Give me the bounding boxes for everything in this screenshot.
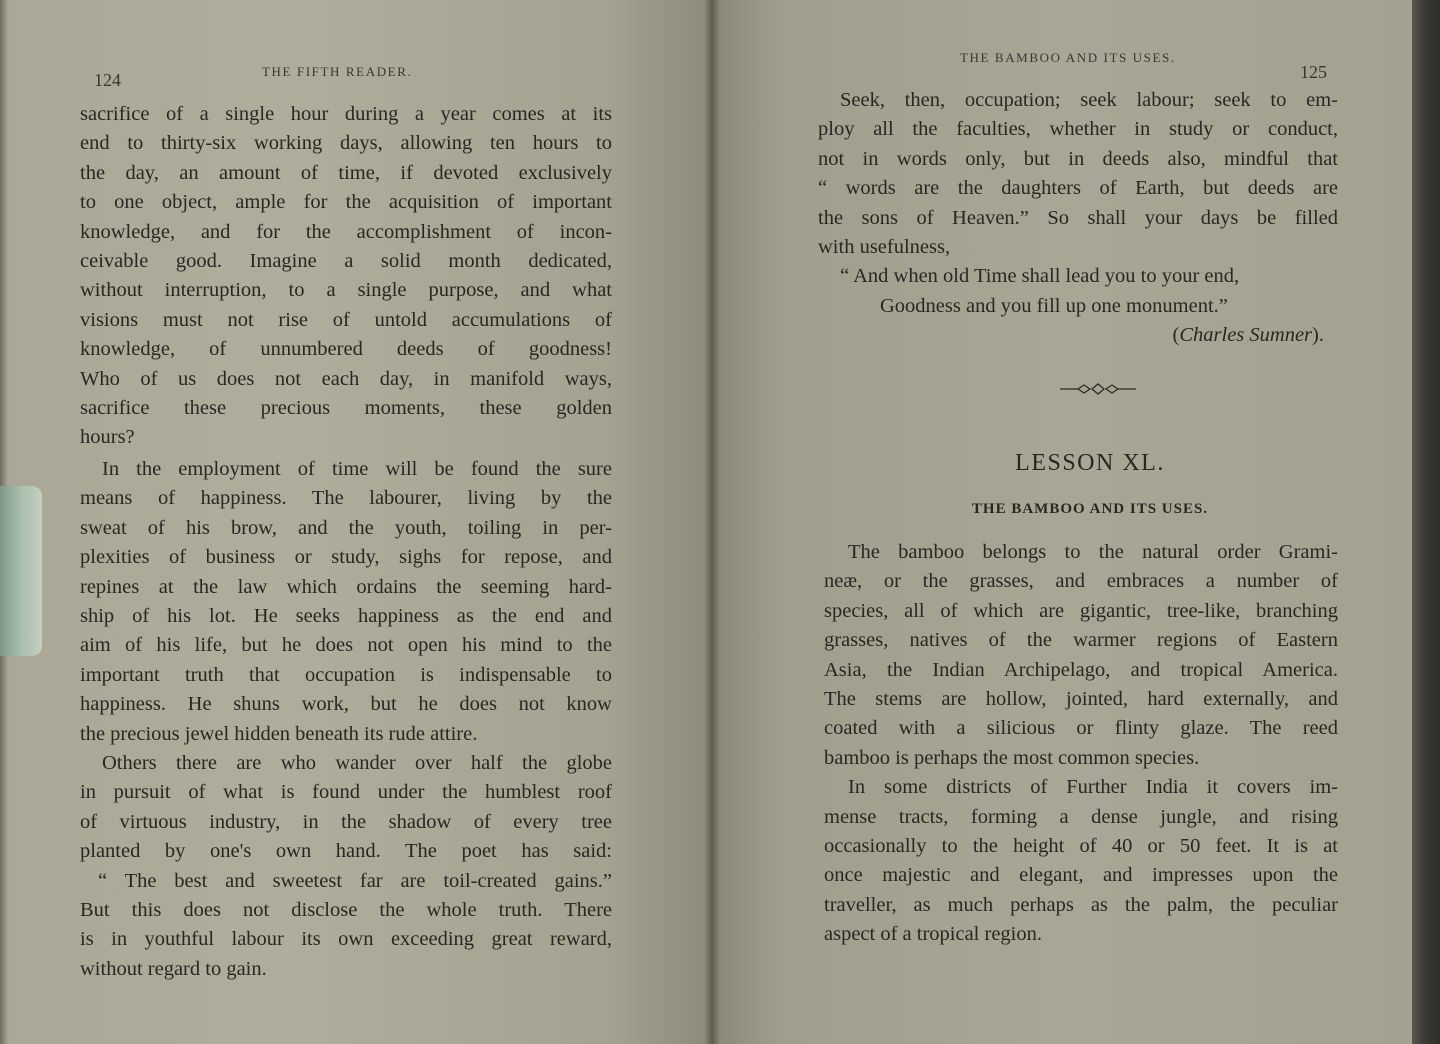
lesson-title: LESSON XL.	[1015, 450, 1165, 476]
text-line: aspect of a tropical region.	[824, 923, 1043, 946]
text-line: coated with a silicious or flinty glaze. The reed	[824, 717, 1338, 740]
text-line: with usefulness,	[818, 236, 951, 259]
text-line: aim of his life, but he does not open his mind to the	[80, 634, 612, 657]
poem-quote-line: “ And when old Time shall lead you to your end,	[840, 265, 1240, 288]
attribution	[818, 321, 1338, 350]
attribution-open: (	[1172, 324, 1180, 347]
text-line: Others there are who wander over half the globe	[102, 751, 612, 774]
left-paragraph-3	[80, 749, 612, 984]
right-paragraph-1	[824, 538, 1338, 773]
text-line: visions must not rise of untold accumulations of	[80, 308, 612, 331]
attribution-close: ).	[1312, 324, 1324, 347]
text-line: end to thirty-six working days, allowing ten hours to	[80, 132, 612, 155]
text-line: knowledge, and for the accomplishment of incon-	[80, 220, 612, 243]
text-line: ship of his lot. He seeks happiness as the end and	[80, 604, 612, 627]
left-running-head: THE FIFTH READER.	[262, 64, 413, 79]
text-line: to one object, ample for the acquisition of important	[80, 191, 612, 214]
right-running-head: THE BAMBOO AND ITS USES.	[960, 50, 1176, 65]
text-line: important truth that occupation is indispensable to	[80, 663, 612, 686]
text-line: of virtuous industry, in the shadow of every tree	[80, 810, 612, 833]
text-line: hours?	[80, 426, 135, 449]
text-line: neæ, or the grasses, and embraces a number of	[824, 570, 1338, 593]
right-page-number: 125	[1300, 62, 1327, 82]
text-line: in pursuit of what is found under the humblest roof	[80, 781, 612, 804]
text-line: Asia, the Indian Archipelago, and tropical America.	[824, 658, 1338, 681]
text-line: traveller, as much perhaps as the palm, the peculiar	[824, 893, 1338, 916]
text-line: In some districts of Further India it covers im-	[848, 776, 1338, 799]
text-line: repines at the law which ordains the seeming hard-	[80, 575, 612, 598]
text-line: But this does not disclose the whole truth. There	[80, 898, 612, 921]
text-line: sacrifice of a single hour during a year comes at its	[80, 103, 612, 125]
text-line: grasses, natives of the warmer regions of Eastern	[824, 629, 1338, 652]
left-page-number: 124	[94, 70, 121, 90]
text-line: the sons of Heaven.” So shall your days be filled	[818, 206, 1338, 229]
book-gutter	[704, 0, 720, 1044]
right-page-body	[824, 538, 1338, 950]
right-paragraph-2	[824, 773, 1338, 949]
text-line: without interruption, to a single purpose, and what	[80, 279, 612, 302]
text-line: mense tracts, forming a dense jungle, and rising	[824, 805, 1338, 828]
lesson-subtitle: THE BAMBOO AND ITS USES.	[971, 501, 1209, 517]
poem-quote-line: “ The best and sweetest far are toil-created gains.”	[98, 869, 612, 892]
text-line: the precious jewel hidden beneath its rude attire.	[80, 722, 478, 745]
text-line: plexities of business or study, sighs for repose, and	[80, 546, 612, 569]
bookmark-tab	[0, 486, 42, 656]
text-line: ceivable good. Imagine a solid month dedicated,	[80, 250, 612, 273]
text-line: Who of us does not each day, in manifold ways,	[80, 367, 612, 390]
text-line: ploy all the faculties, whether in study or conduct,	[818, 118, 1338, 141]
text-line: species, all of which are gigantic, tree-like, branching	[824, 599, 1338, 622]
text-line: The stems are hollow, jointed, hard externally, and	[824, 688, 1338, 711]
text-line: once majestic and elegant, and impresses upon the	[824, 864, 1338, 887]
text-line: sweat of his brow, and the youth, toiling in per-	[80, 516, 612, 539]
text-line: happiness. He shuns work, but he does not know	[80, 693, 612, 716]
text-line: means of happiness. The labourer, living by the	[80, 487, 612, 510]
text-line: The bamboo belongs to the natural order Grami-	[848, 541, 1338, 563]
text-line: “ words are the daughters of Earth, but deeds are	[818, 177, 1338, 200]
text-line: is in youthful labour its own exceeding great reward,	[80, 928, 612, 951]
text-line: without regard to gain.	[80, 957, 267, 980]
text-line: occasionally to the height of 40 or 50 feet. It is at	[824, 835, 1338, 858]
left-page-body	[80, 100, 612, 984]
right-intro-paragraph	[818, 86, 1338, 351]
text-line: knowledge, of unnumbered deeds of goodness!	[80, 338, 612, 361]
text-line: the day, an amount of time, if devoted exclusively	[80, 161, 612, 184]
text-line: sacrifice these precious moments, these golden	[80, 397, 612, 420]
text-line: In the employment of time will be found the sure	[102, 457, 612, 480]
text-line: bamboo is perhaps the most common species.	[824, 746, 1200, 769]
left-paragraph-1	[80, 100, 612, 453]
book-cover-edge	[1412, 0, 1440, 1044]
left-paragraph-2	[80, 455, 612, 749]
text-line: Seek, then, occupation; seek labour; seek to em-	[840, 89, 1338, 111]
text-line: not in words only, but in deeds also, mindful that	[818, 147, 1338, 170]
poem-quote-line: Goodness and you fill up one monument.”	[880, 294, 1228, 317]
attribution-name: Charles Sumner	[1179, 324, 1313, 347]
ornament-divider-icon	[1058, 380, 1138, 398]
text-line: planted by one's own hand. The poet has said:	[80, 840, 612, 863]
